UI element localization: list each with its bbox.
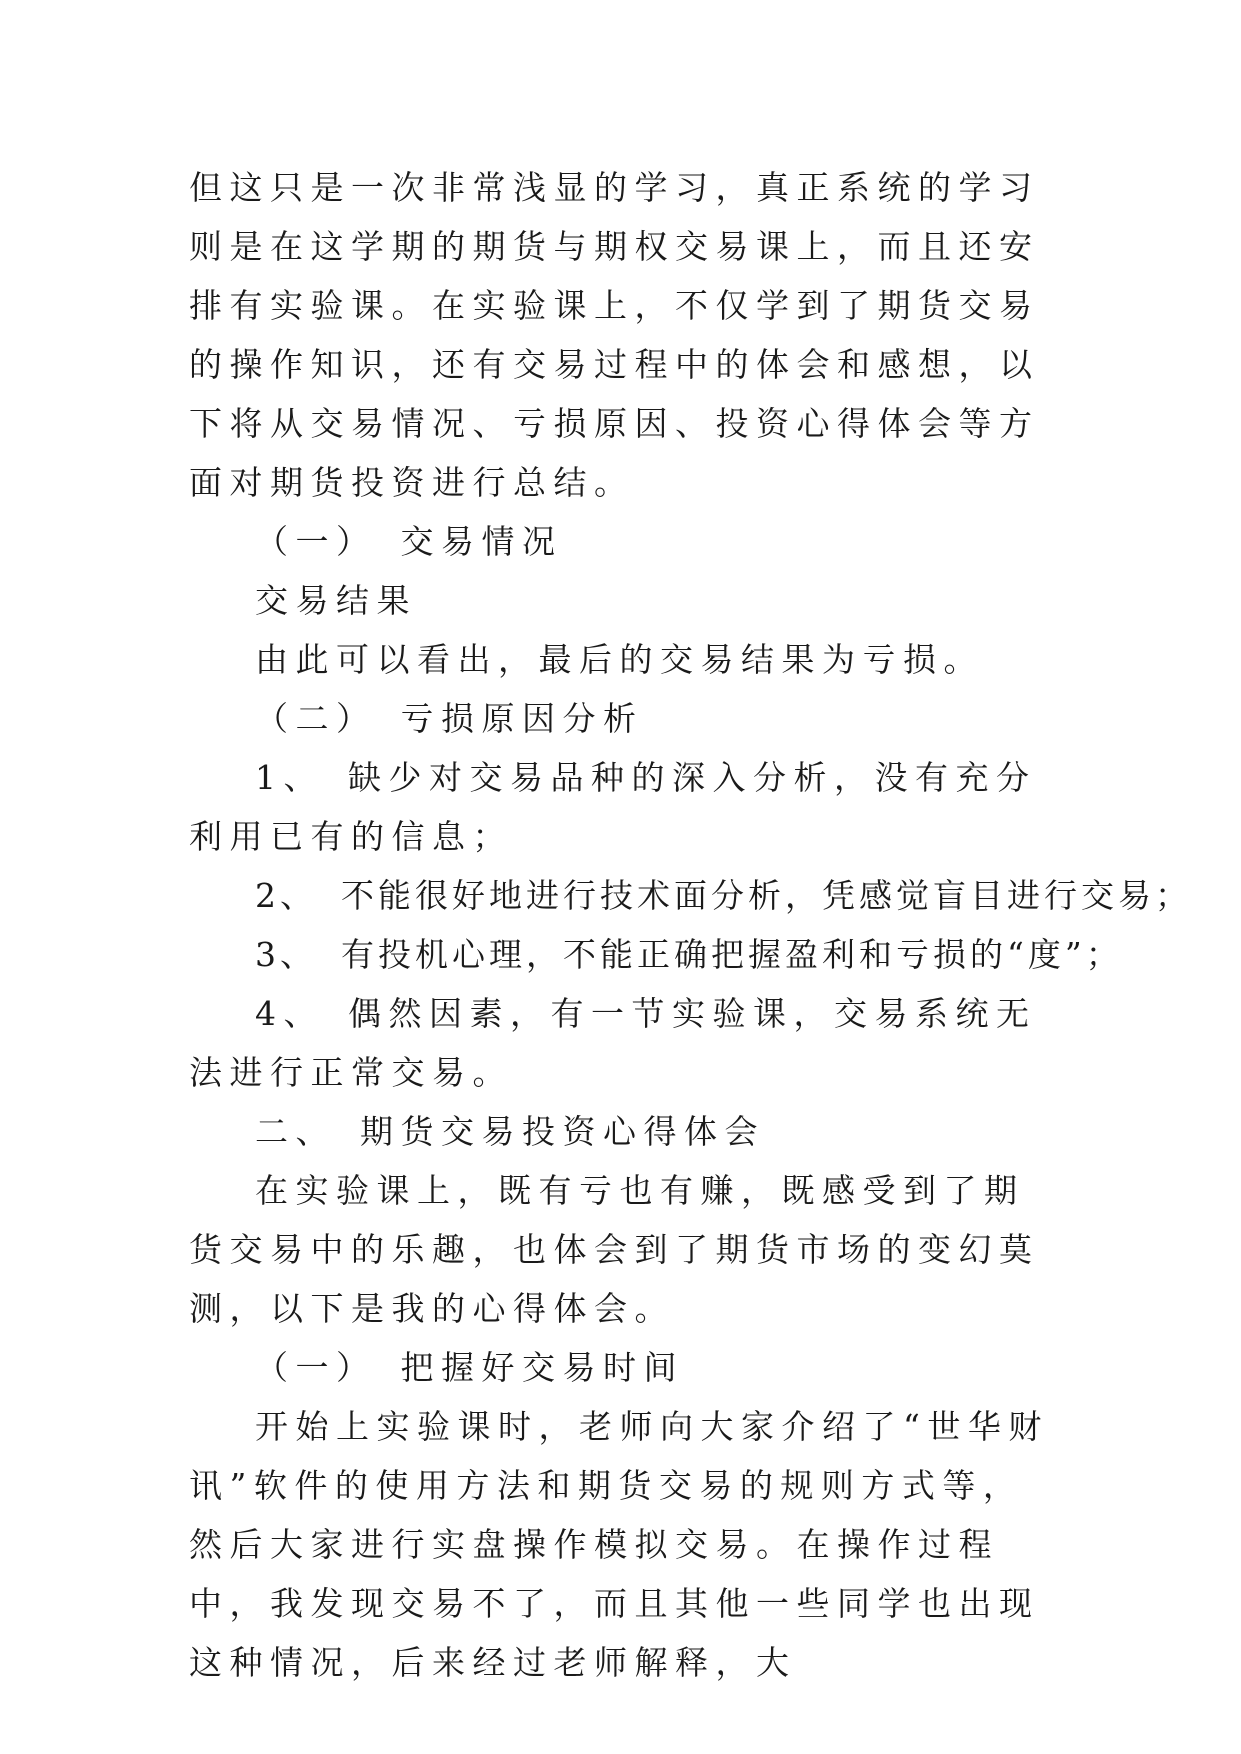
list-number: 3、 — [255, 935, 317, 974]
paragraph-intro: 但这只是一次非常浅显的学习，真正系统的学习则是在这学期的期货与期权交易课上，而且还安排有实验课。在实验课上，不仅学到了期货交易的操作知识，还有交易过程中的体会和感想，以下将从交易情况、亏损原因、投资心得体会等方面对期货投资进行总结。 — [189, 168, 1040, 502]
list-text: 缺少对交易品种的深入分析，没有充分利用已有的信息； — [189, 758, 1037, 856]
heading-trade-situation — [189, 512, 1051, 571]
paragraph-trade-result-label: 交易结果 — [255, 581, 417, 620]
list-number: 1、 — [255, 758, 324, 797]
list-item-3 — [189, 925, 1123, 984]
list-number: 2、 — [255, 876, 317, 915]
heading-text: 交易情况 — [400, 522, 563, 561]
paragraph-insights-intro: 在实验课上，既有亏也有赚，既感受到了期货交易中的乐趣，也体会到了期货市场的变幻莫测，以下是我的心得体会。 — [189, 1171, 1040, 1328]
heading-investment-insights — [189, 1102, 1051, 1161]
heading-number: （一） — [255, 522, 377, 561]
paragraph-trade-result: 由此可以看出，最后的交易结果为亏损。 — [255, 640, 984, 679]
heading-number: （二） — [255, 699, 377, 738]
heading-text: 亏损原因分析 — [400, 699, 644, 738]
list-text: 偶然因素，有一节实验课，交易系统无法进行正常交易。 — [189, 994, 1037, 1092]
heading-text: 期货交易投资心得体会 — [360, 1112, 765, 1151]
list-item-2 — [189, 866, 1192, 925]
list-item-1 — [189, 748, 1051, 866]
heading-number: （一） — [255, 1348, 377, 1387]
heading-loss-analysis — [189, 689, 1051, 748]
list-text: 不能很好地进行技术面分析，凭感觉盲目进行交易； — [341, 876, 1192, 915]
heading-trading-time — [189, 1338, 1051, 1397]
list-item-4 — [189, 984, 1051, 1102]
document-body — [189, 158, 1192, 1692]
heading-number: 二、 — [255, 1112, 336, 1151]
list-number: 4、 — [255, 994, 324, 1033]
paragraph-trading-time: 开始上实验课时，老师向大家介绍了“世华财讯”软件的使用方法和期货交易的规则方式等，然后大家进行实盘操作模拟交易。在操作过程中，我发现交易不了，而且其他一些同学也出现这种情况，后来经过老师解释，大 — [189, 1407, 1049, 1682]
heading-text: 把握好交易时间 — [400, 1348, 684, 1387]
list-text: 有投机心理，不能正确把握盈利和亏损的“度”； — [341, 935, 1123, 974]
